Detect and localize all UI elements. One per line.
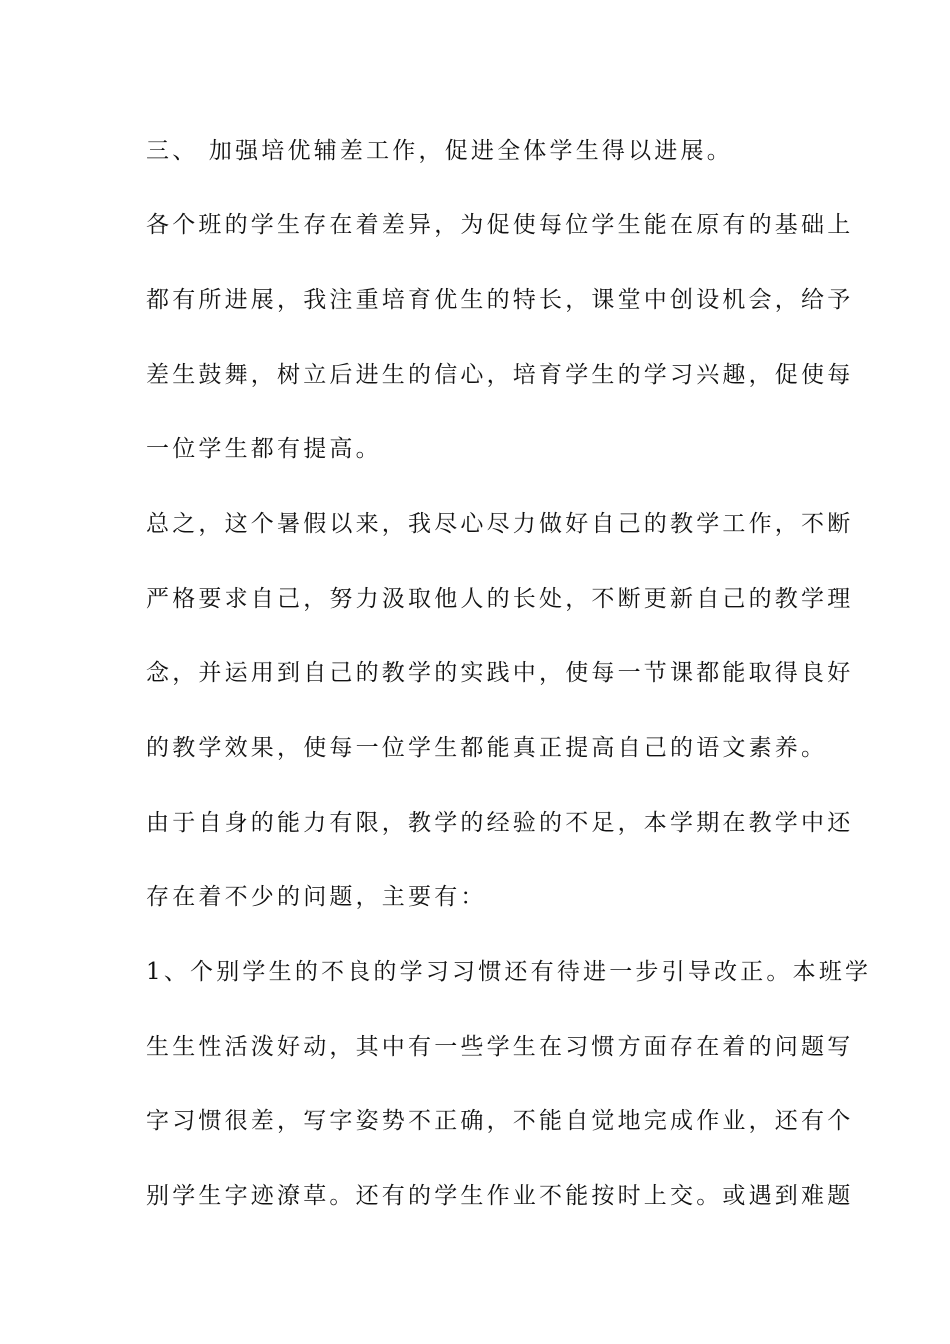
list-item-line: 1、个别学生的不良的学习习惯还有待进一步引导改正。本班学	[146, 959, 872, 985]
paragraph-line: 生生性活泼好动，其中有一些学生在习惯方面存在着的问题写	[146, 1034, 854, 1060]
paragraph-line: 一位学生都有提高。	[146, 436, 382, 462]
paragraph-line: 字习惯很差，写字姿势不正确，不能自觉地完成作业，还有个	[146, 1108, 854, 1134]
heading-section-three: 三、 加强培优辅差工作，促进全体学生得以进展。	[146, 138, 733, 164]
paragraph-line: 差生鼓舞，树立后进生的信心，培育学生的学习兴趣，促使每	[146, 362, 854, 388]
paragraph-line: 严格要求自己，努力汲取他人的长处，不断更新自己的教学理	[146, 586, 854, 612]
paragraph-line: 总之，这个暑假以来，我尽心尽力做好自己的教学工作，不断	[146, 511, 854, 537]
paragraph-line: 各个班的学生存在着差异，为促使每位学生能在原有的基础上	[146, 212, 854, 238]
paragraph-line: 的教学效果，使每一位学生都能真正提高自己的语文素养。	[146, 735, 828, 761]
paragraph-line: 别学生字迹潦草。还有的学生作业不能按时上交。或遇到难题	[146, 1183, 854, 1209]
paragraph-line: 念，并运用到自己的教学的实践中，使每一节课都能取得良好	[146, 660, 854, 686]
paragraph-line: 都有所进展，我注重培育优生的特长，课堂中创设机会，给予	[146, 287, 854, 313]
paragraph-line: 存在着不少的问题，主要有：	[146, 884, 487, 910]
paragraph-line: 由于自身的能力有限，教学的经验的不足，本学期在教学中还	[146, 810, 854, 836]
